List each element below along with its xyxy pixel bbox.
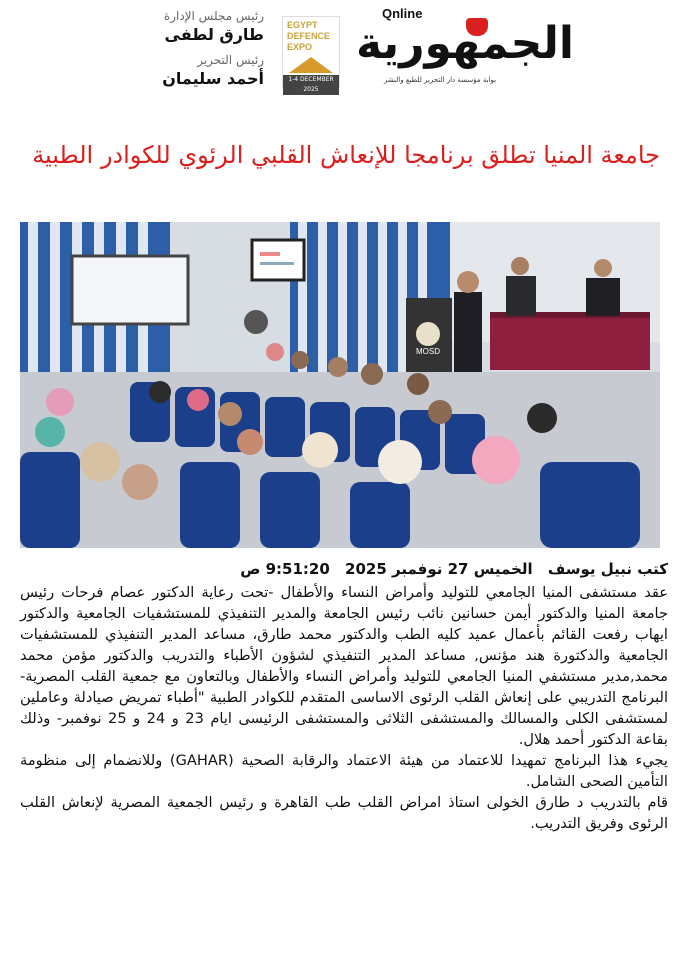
egypt-defence-expo-badge[interactable] — [282, 16, 340, 93]
pyramid-icon — [289, 57, 333, 73]
article-headline: جامعة المنيا تطلق برنامجا للإنعاش القلبي الرئوي للكوادر الطبية — [32, 141, 660, 170]
logo-tagline: بوابة مؤسسة دار التحرير للطبع والنشر — [383, 76, 497, 84]
expo-title — [287, 20, 337, 53]
expo-line-1: EGYPT — [287, 20, 318, 30]
al-gomhuria-logo[interactable] — [356, 6, 574, 88]
author-name: كتب نبيل يوسف — [547, 560, 668, 578]
logo-wordmark: الجمهورية — [356, 18, 574, 69]
editorial-credits — [140, 8, 264, 96]
expo-dates: 1-4 DECEMBER 2025 — [283, 75, 339, 95]
chairman-role: رئيس مجلس الإدارة — [163, 9, 264, 23]
article-paragraph: عقد مستشفى المنيا الجامعي للتوليد وأمراض النساء والأطفال -تحت رعاية الدكتور عصام فرحات رئيس جامعة المنيا والدكتور أيمن حسانين نائب رئيس الجامعة والمدير التنفيذي للمستشفيات الجامعية والدكتور ايهاب رفعت القائم بأعمال عميد كليه الطب والدكتور محمد طارق، مساعد المدير التنفيذي للمستشفيات الجامعية والدكتورة هند مؤنس, مساعد المدير التنفيذي لشؤون الأطباء والتدريب والدكتور مؤمن محمد محمد,مدير مستشفي المنيا الجامعي للتوليد وأمراض النساء والأطفال وبالتعاون مع جمعية القلب المصرية- البرنامج التدريبي على إنعاش القلب الرئوى الاساسى المتقدم للكوادر الطبية "أطباء تمريض صيادلة وعاملين لمستشفى الكلى والمسالك والمستشفى الثلاثى والمستشفى الرئيسى ايام 23 و 24 و 25 نوفمبر- وذلك بقاعة الدكتور أحمد هلال. — [20, 584, 669, 748]
expo-line-3: EXPO — [287, 42, 313, 52]
article-paragraph: قام بالتدريب د طارق الخولى استاذ امراض القلب طب القاهرة و رئيس الجمعية المصرية لإنعاش القلب الرئوى وفريق التدريب. — [20, 794, 668, 832]
expo-line-2: DEFENCE — [287, 31, 331, 41]
logo-online-label: Qnline — [382, 6, 423, 21]
chairman-name: طارق لطفى — [164, 25, 264, 44]
publish-time: 9:51:20 ص — [240, 560, 330, 578]
article-paragraph: يجيء هذا البرنامج تمهيدا للاعتماد من هيئة الاعتماد والرقابة الصحية (GAHAR) وللانضمام إلى منظومة التأمين الصحى الشامل. — [20, 752, 668, 790]
editor-role: رئيس التحرير — [197, 53, 264, 67]
masthead — [0, 0, 679, 110]
podium-banner-text: MOSD — [416, 347, 440, 356]
article-body — [20, 582, 668, 834]
article-photo — [20, 222, 660, 548]
publish-date: الخميس 27 نوفمبر 2025 — [345, 560, 533, 578]
editor-name: أحمد سليمان — [162, 69, 264, 88]
training-session-photo — [20, 222, 660, 548]
article-byline — [20, 558, 668, 580]
